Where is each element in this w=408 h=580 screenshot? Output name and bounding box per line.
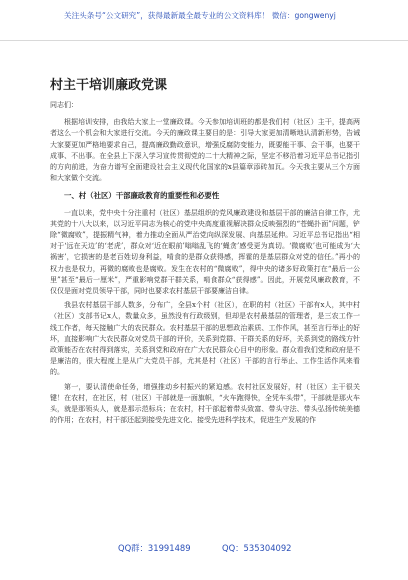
body-paragraph-3: 第一，要认清使命任务，增强推动乡村振兴的紧迫感。农村社区发展好，村（社区）主干很关键！在农村，在社区，村（社区）干部就是一面旗帜，“火车跑得快，全凭车头带”，干部就是那火车头，就是那领头人，就是那示范标兵；在农村，村干部起着带头致富、带头守法、带头弘扬传统美德的作用；在农村，村干部还起到接受先进文化、接受先进科学技术，促进生产发展的作 (50, 382, 360, 425)
body-paragraph-2: 我县农村基层干部人数多，分布广，全县x个村（社区），在职的村（社区）干部有x人，其中村（社区）支部书记x人，数量众多，虽然没有行政级别，但却是农村最基层的管理者，是三农工作一线工作者，每天接触广大的农民群众。农村基层干部的思想政治素质、工作作风，甚至言行举止的好坏，直接影响广大农民群众对党员干部的评价，关系到党群、干群关系的好坏，关系到党的路线方针政策能否在农村得到落实，关系到党和政府在广大农民群众心目中的形象。群众看我们党和政府是不是廉洁的，很大程度上是从广大党员干部，尤其是村（社区）干部的言行举止、工作生活作风来看的。 (50, 301, 360, 377)
salutation: 同志们： (50, 101, 78, 109)
promo-text: 关注头条号“公文研究”，获得最新最全最专业的公文资料库！ 微信：gongwenyj (64, 11, 336, 20)
intro-paragraph: 根据培训安排，由我给大家上一堂廉政课。今天参加培训班的都是我们村（社区）主干，提高两者这么一个机会和大家进行交流。今天的廉政课主要目的是：引导大家更加清晰地认清新形势，告诫大家要更加严格地要求自己，提高廉政勤政意识，增强反腐防变能力，既要能干事、会干事，也要干成事、不出事。在全县上下深入学习宣传贯彻党的二十大精神之际，坚定不移沿着习近平总书记指引的方向前进，为奋力谱写全面建设社会主义现代化国家的x县篇章添砖加瓦。今天我主要从三个方面和大家做个交流。 (50, 118, 360, 183)
header-bar (0, 0, 408, 41)
document-body (50, 100, 360, 429)
qq-number-text: QQ：535304092 (222, 543, 292, 553)
body-paragraph-1: 一直以来，党中央十分注重村（社区）基层组织的党风廉政建设和基层干部的廉洁自律工作，尤其党的十八大以来，以习近平同志为核心的党中央高度重视解决群众反映强烈的“苍蝇扑面”问题，铲除“微腐败”，提振精气神，着力推动全面从严治党向纵深发展、向基层延伸。习近平总书记指出“相对于‘远在天边’的‘老虎’，群众对‘近在眼前’嗡嗡乱飞的‘蝇贪’感受更为真切。‘微腐败’也可能成为‘大祸害’，它损害的是老百姓切身利益，啃食的是群众获得感，挥霍的是基层群众对党的信任。”再小的权力也是权力，再微的腐败也是腐败。发生在农村的“微腐败”，得中央的诸多好政策打在“最后一公里”甚至“最后一厘米”，严重影响党群干群关系，啃食群众“获得感”。因此，开展党风廉政教育，不仅仅是面对党员领导干部，同时也要求农村基层干部要廉洁自律。 (50, 208, 360, 296)
document-title: 村主干培训廉政党课 (50, 78, 168, 93)
section-heading: 一、村（社区）干部廉政教育的重要性和必要性 (64, 191, 220, 201)
qq-group-text: QQ群：31991489 (118, 543, 191, 553)
footer (0, 540, 408, 560)
